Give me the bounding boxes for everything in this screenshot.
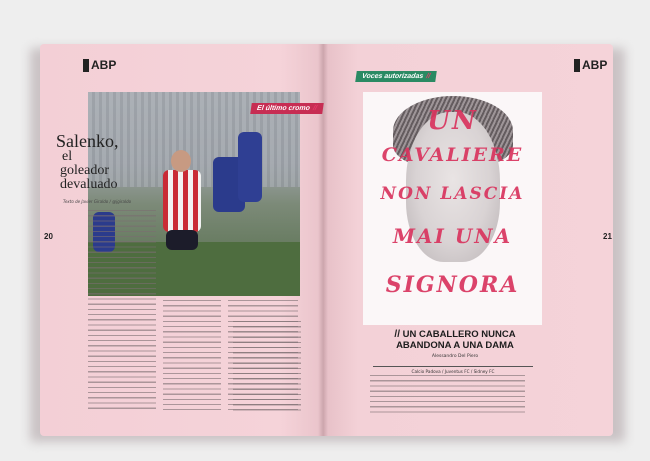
article-subhead bbox=[365, 329, 545, 351]
left-section-tag: El último cromo // bbox=[250, 103, 323, 114]
illustration-text-line-3: NON LASCIA bbox=[380, 184, 525, 204]
illustration-text-line-1: UN bbox=[427, 106, 478, 136]
right-body-text-column-2 bbox=[370, 375, 525, 415]
body-text-column-2 bbox=[163, 300, 221, 410]
right-body-text-column-1 bbox=[233, 321, 301, 411]
author-name: Alessandro Del Piero bbox=[431, 354, 479, 359]
left-section-tag-text: El último cromo bbox=[256, 105, 311, 112]
right-brand-text: ABP bbox=[582, 58, 608, 72]
brand-mark-icon bbox=[83, 59, 89, 72]
author-clubs: Calcio Padova / Juventus FC / Sidney FC bbox=[373, 366, 533, 374]
article-headline bbox=[56, 132, 196, 192]
illustration-text-line-2: CAVALIERE bbox=[381, 144, 524, 166]
headline-line-1: Salenko, bbox=[56, 131, 119, 151]
headline-line-2: el bbox=[62, 149, 73, 164]
body-text-column-1 bbox=[88, 210, 156, 410]
article-byline: Texto de Javier Giraldo / @jgiraldo bbox=[63, 199, 132, 204]
headline-line-4: devaluado bbox=[60, 177, 118, 192]
quote-mark-icon: // bbox=[394, 329, 400, 340]
left-brand-text: ABP bbox=[91, 58, 117, 72]
player-red-white-shorts bbox=[166, 230, 198, 250]
illustration-text-line-5: SIGNORA bbox=[385, 272, 520, 298]
subhead-line-1: UN CABALLERO NUNCA bbox=[402, 329, 516, 340]
right-page-number: 21 bbox=[603, 232, 612, 241]
illustration-portrait bbox=[363, 92, 542, 325]
brand-mark-icon bbox=[574, 59, 580, 72]
headline-line-3: goleador bbox=[60, 163, 109, 178]
right-brand-logo bbox=[574, 58, 607, 72]
right-section-tag-text: Voces autorizadas bbox=[361, 73, 424, 80]
player-blue-2 bbox=[238, 132, 262, 202]
illustration-text-line-4: MAI UNA bbox=[392, 224, 513, 248]
subhead-line-2: ABANDONA A UNA DAMA bbox=[396, 340, 514, 351]
right-section-tag: Voces autorizadas // bbox=[355, 71, 437, 82]
left-page-number: 20 bbox=[44, 232, 53, 241]
left-brand-logo bbox=[83, 58, 116, 72]
